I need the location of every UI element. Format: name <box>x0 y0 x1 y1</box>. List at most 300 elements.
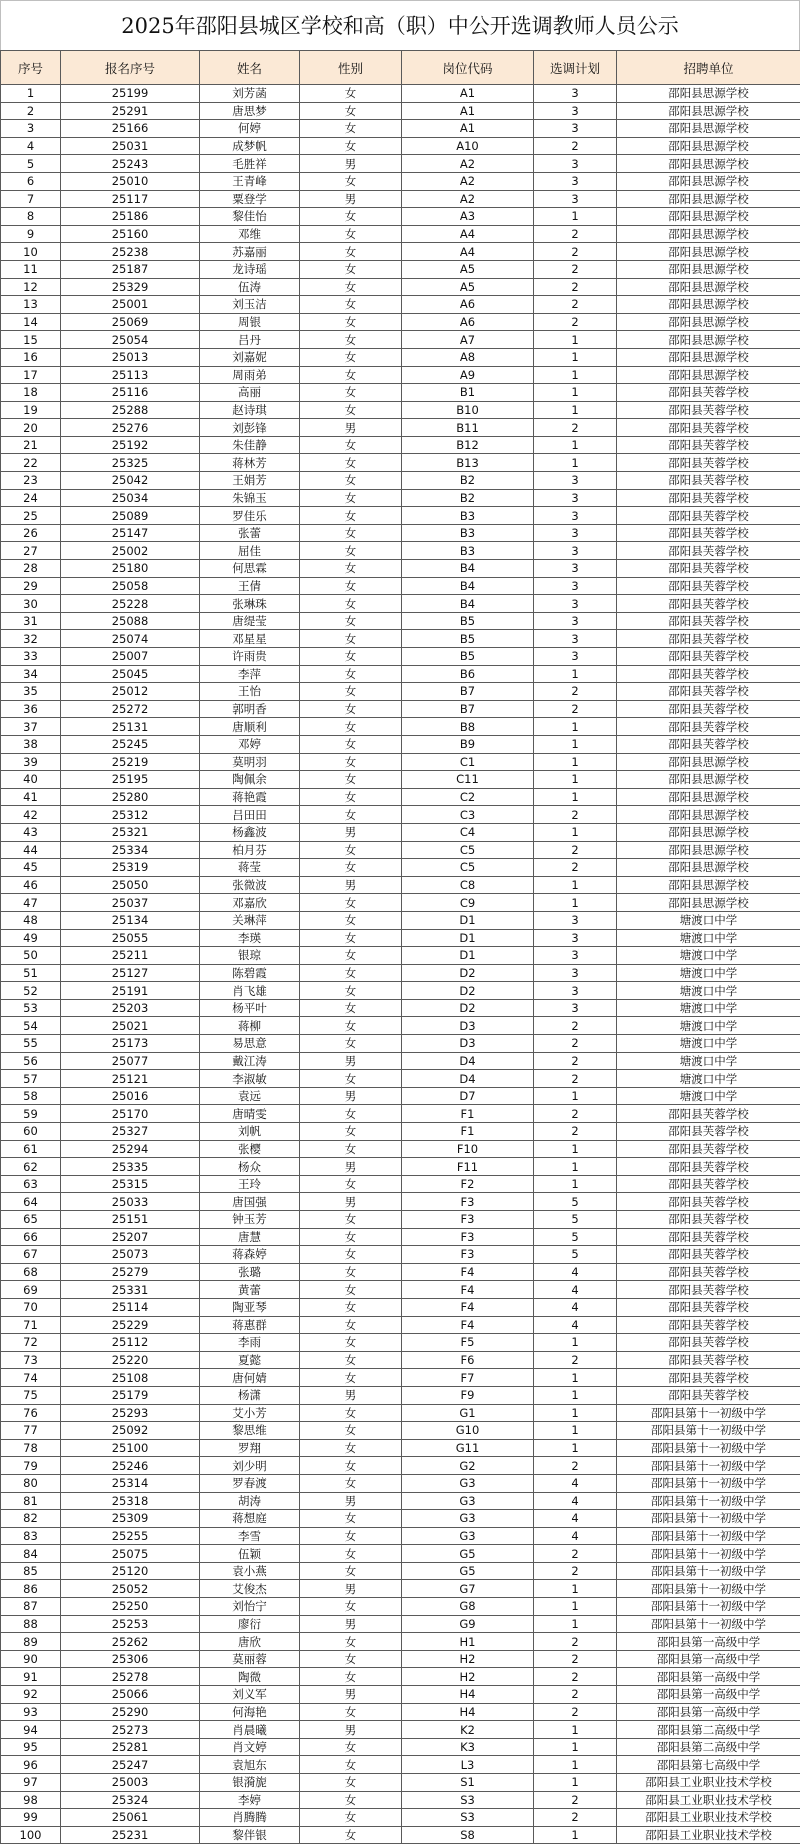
cell-reg-no: 25045 <box>61 665 200 683</box>
cell-reg-no: 25294 <box>61 1140 200 1158</box>
header-reg-no: 报名序号 <box>61 51 200 85</box>
cell-index: 80 <box>1 1474 61 1492</box>
cell-plan: 2 <box>534 1633 617 1651</box>
cell-gender: 女 <box>300 1422 402 1440</box>
cell-unit: 邵阳县第二高级中学 <box>617 1721 800 1739</box>
cell-gender: 女 <box>300 384 402 402</box>
cell-post-code: F1 <box>402 1123 534 1141</box>
cell-reg-no: 25315 <box>61 1175 200 1193</box>
cell-name: 毛胜祥 <box>200 155 300 173</box>
cell-plan: 3 <box>534 507 617 525</box>
cell-name: 刘嘉妮 <box>200 348 300 366</box>
table-row <box>1 243 800 261</box>
cell-gender: 女 <box>300 665 402 683</box>
cell-gender: 女 <box>300 85 402 103</box>
cell-reg-no: 25088 <box>61 612 200 630</box>
cell-name: 成梦帆 <box>200 137 300 155</box>
cell-reg-no: 25010 <box>61 172 200 190</box>
cell-post-code: C5 <box>402 859 534 877</box>
cell-name: 莫明羽 <box>200 753 300 771</box>
cell-plan: 1 <box>534 1369 617 1387</box>
table-row <box>1 771 800 789</box>
cell-post-code: B13 <box>402 454 534 472</box>
cell-name: 刘玉洁 <box>200 296 300 314</box>
cell-reg-no: 25199 <box>61 85 200 103</box>
cell-index: 15 <box>1 331 61 349</box>
cell-name: 周银 <box>200 313 300 331</box>
cell-gender: 男 <box>300 1193 402 1211</box>
cell-unit: 邵阳县思源学校 <box>617 876 800 894</box>
cell-unit: 邵阳县芙蓉学校 <box>617 1281 800 1299</box>
cell-name: 罗佳乐 <box>200 507 300 525</box>
cell-unit: 邵阳县芙蓉学校 <box>617 560 800 578</box>
cell-post-code: A2 <box>402 155 534 173</box>
cell-name: 柏月芬 <box>200 841 300 859</box>
cell-post-code: A10 <box>402 137 534 155</box>
cell-gender: 女 <box>300 331 402 349</box>
cell-index: 100 <box>1 1826 61 1844</box>
cell-plan: 2 <box>534 296 617 314</box>
cell-reg-no: 25042 <box>61 472 200 490</box>
cell-index: 81 <box>1 1492 61 1510</box>
table-row <box>1 1175 800 1193</box>
table-row <box>1 1281 800 1299</box>
cell-gender: 女 <box>300 612 402 630</box>
table-row <box>1 753 800 771</box>
cell-post-code: G3 <box>402 1510 534 1528</box>
cell-reg-no: 25243 <box>61 155 200 173</box>
cell-index: 47 <box>1 894 61 912</box>
cell-unit: 邵阳县思源学校 <box>617 208 800 226</box>
cell-unit: 塘渡口中学 <box>617 999 800 1017</box>
cell-reg-no: 25179 <box>61 1386 200 1404</box>
cell-index: 93 <box>1 1703 61 1721</box>
cell-gender: 女 <box>300 1668 402 1686</box>
cell-name: 刘芳菡 <box>200 85 300 103</box>
cell-plan: 2 <box>534 313 617 331</box>
cell-unit: 邵阳县工业职业技术学校 <box>617 1809 800 1827</box>
cell-gender: 女 <box>300 788 402 806</box>
cell-name: 陶佩余 <box>200 771 300 789</box>
table-row <box>1 1791 800 1809</box>
cell-plan: 3 <box>534 982 617 1000</box>
cell-gender: 男 <box>300 155 402 173</box>
cell-index: 54 <box>1 1017 61 1035</box>
cell-post-code: C3 <box>402 806 534 824</box>
cell-gender: 女 <box>300 1791 402 1809</box>
cell-reg-no: 25291 <box>61 102 200 120</box>
cell-gender: 女 <box>300 630 402 648</box>
cell-name: 张璐 <box>200 1263 300 1281</box>
table-row <box>1 1158 800 1176</box>
cell-plan: 3 <box>534 85 617 103</box>
cell-post-code: B6 <box>402 665 534 683</box>
cell-reg-no: 25066 <box>61 1686 200 1704</box>
cell-plan: 2 <box>534 243 617 261</box>
cell-reg-no: 25069 <box>61 313 200 331</box>
cell-plan: 2 <box>534 1545 617 1563</box>
cell-name: 夏懿 <box>200 1351 300 1369</box>
cell-index: 24 <box>1 489 61 507</box>
table-row <box>1 577 800 595</box>
cell-gender: 女 <box>300 1316 402 1334</box>
table-row <box>1 1615 800 1633</box>
cell-name: 刘少明 <box>200 1457 300 1475</box>
cell-gender: 女 <box>300 507 402 525</box>
cell-plan: 3 <box>534 577 617 595</box>
cell-unit: 邵阳县工业职业技术学校 <box>617 1774 800 1792</box>
cell-name: 唐思梦 <box>200 102 300 120</box>
cell-index: 76 <box>1 1404 61 1422</box>
cell-plan: 1 <box>534 1439 617 1457</box>
cell-unit: 邵阳县思源学校 <box>617 753 800 771</box>
cell-unit: 邵阳县芙蓉学校 <box>617 419 800 437</box>
cell-index: 74 <box>1 1369 61 1387</box>
cell-plan: 3 <box>534 630 617 648</box>
cell-index: 59 <box>1 1105 61 1123</box>
cell-post-code: H2 <box>402 1650 534 1668</box>
cell-name: 易思意 <box>200 1035 300 1053</box>
cell-name: 伍涛 <box>200 278 300 296</box>
table-row <box>1 1510 800 1528</box>
cell-post-code: F5 <box>402 1334 534 1352</box>
cell-plan: 1 <box>534 1087 617 1105</box>
cell-index: 20 <box>1 419 61 437</box>
table-row <box>1 1633 800 1651</box>
cell-index: 32 <box>1 630 61 648</box>
cell-name: 袁旭东 <box>200 1756 300 1774</box>
cell-unit: 塘渡口中学 <box>617 982 800 1000</box>
cell-reg-no: 25250 <box>61 1598 200 1616</box>
table-row <box>1 841 800 859</box>
cell-unit: 邵阳县第二高级中学 <box>617 1738 800 1756</box>
cell-index: 16 <box>1 348 61 366</box>
table-row <box>1 947 800 965</box>
cell-index: 79 <box>1 1457 61 1475</box>
cell-post-code: F10 <box>402 1140 534 1158</box>
cell-gender: 女 <box>300 313 402 331</box>
cell-plan: 1 <box>534 894 617 912</box>
cell-post-code: C8 <box>402 876 534 894</box>
table-row <box>1 806 800 824</box>
cell-post-code: S8 <box>402 1826 534 1844</box>
cell-reg-no: 25255 <box>61 1527 200 1545</box>
cell-plan: 3 <box>534 929 617 947</box>
cell-gender: 女 <box>300 1211 402 1229</box>
cell-reg-no: 25318 <box>61 1492 200 1510</box>
cell-name: 何婷 <box>200 120 300 138</box>
header-name: 姓名 <box>200 51 300 85</box>
cell-unit: 邵阳县芙蓉学校 <box>617 735 800 753</box>
cell-plan: 3 <box>534 120 617 138</box>
cell-index: 96 <box>1 1756 61 1774</box>
cell-plan: 1 <box>534 208 617 226</box>
cell-gender: 女 <box>300 472 402 490</box>
cell-gender: 女 <box>300 841 402 859</box>
cell-gender: 女 <box>300 577 402 595</box>
cell-post-code: C4 <box>402 823 534 841</box>
cell-gender: 女 <box>300 1105 402 1123</box>
cell-plan: 1 <box>534 1404 617 1422</box>
cell-plan: 2 <box>534 137 617 155</box>
cell-index: 13 <box>1 296 61 314</box>
cell-gender: 女 <box>300 1123 402 1141</box>
cell-reg-no: 25203 <box>61 999 200 1017</box>
cell-post-code: A7 <box>402 331 534 349</box>
cell-post-code: D1 <box>402 929 534 947</box>
cell-gender: 女 <box>300 1545 402 1563</box>
cell-index: 46 <box>1 876 61 894</box>
cell-plan: 2 <box>534 859 617 877</box>
cell-unit: 邵阳县第十一初级中学 <box>617 1562 800 1580</box>
header-index: 序号 <box>1 51 61 85</box>
cell-index: 89 <box>1 1633 61 1651</box>
cell-index: 3 <box>1 120 61 138</box>
cell-post-code: G5 <box>402 1562 534 1580</box>
cell-gender: 女 <box>300 648 402 666</box>
cell-reg-no: 25331 <box>61 1281 200 1299</box>
cell-plan: 3 <box>534 964 617 982</box>
table-row <box>1 208 800 226</box>
cell-index: 98 <box>1 1791 61 1809</box>
cell-plan: 1 <box>534 665 617 683</box>
cell-gender: 女 <box>300 859 402 877</box>
cell-plan: 5 <box>534 1211 617 1229</box>
cell-unit: 邵阳县思源学校 <box>617 313 800 331</box>
cell-index: 53 <box>1 999 61 1017</box>
cell-post-code: C9 <box>402 894 534 912</box>
table-row <box>1 1052 800 1070</box>
cell-gender: 女 <box>300 542 402 560</box>
cell-unit: 邵阳县第一高级中学 <box>617 1633 800 1651</box>
cell-index: 42 <box>1 806 61 824</box>
cell-index: 56 <box>1 1052 61 1070</box>
cell-reg-no: 25280 <box>61 788 200 806</box>
cell-name: 钟玉芳 <box>200 1211 300 1229</box>
cell-index: 91 <box>1 1668 61 1686</box>
cell-unit: 邵阳县第十一初级中学 <box>617 1457 800 1475</box>
cell-reg-no: 25116 <box>61 384 200 402</box>
cell-post-code: G5 <box>402 1545 534 1563</box>
cell-index: 72 <box>1 1334 61 1352</box>
table-row <box>1 1298 800 1316</box>
cell-gender: 女 <box>300 524 402 542</box>
cell-post-code: G1 <box>402 1404 534 1422</box>
cell-post-code: F3 <box>402 1228 534 1246</box>
cell-reg-no: 25127 <box>61 964 200 982</box>
cell-index: 21 <box>1 436 61 454</box>
header-unit: 招聘单位 <box>617 51 800 85</box>
cell-plan: 1 <box>534 1756 617 1774</box>
table-row <box>1 1668 800 1686</box>
cell-reg-no: 25187 <box>61 260 200 278</box>
cell-name: 何思霖 <box>200 560 300 578</box>
table-header-row <box>1 51 800 85</box>
table-row <box>1 982 800 1000</box>
cell-unit: 邵阳县思源学校 <box>617 841 800 859</box>
cell-reg-no: 25290 <box>61 1703 200 1721</box>
cell-unit: 邵阳县第七高级中学 <box>617 1756 800 1774</box>
table-row <box>1 1721 800 1739</box>
cell-index: 66 <box>1 1228 61 1246</box>
cell-gender: 男 <box>300 876 402 894</box>
cell-gender: 女 <box>300 806 402 824</box>
cell-gender: 女 <box>300 1774 402 1792</box>
cell-index: 68 <box>1 1263 61 1281</box>
cell-plan: 2 <box>534 278 617 296</box>
table-row <box>1 1334 800 1352</box>
cell-post-code: B8 <box>402 718 534 736</box>
table-row <box>1 876 800 894</box>
table-row <box>1 1087 800 1105</box>
cell-unit: 邵阳县芙蓉学校 <box>617 1369 800 1387</box>
cell-reg-no: 25170 <box>61 1105 200 1123</box>
cell-name: 银漪旎 <box>200 1774 300 1792</box>
cell-unit: 邵阳县芙蓉学校 <box>617 489 800 507</box>
cell-name: 王玲 <box>200 1175 300 1193</box>
cell-gender: 女 <box>300 982 402 1000</box>
cell-index: 10 <box>1 243 61 261</box>
cell-name: 杨鑫波 <box>200 823 300 841</box>
cell-unit: 邵阳县芙蓉学校 <box>617 1228 800 1246</box>
cell-unit: 邵阳县思源学校 <box>617 823 800 841</box>
cell-name: 郭明香 <box>200 700 300 718</box>
cell-name: 周雨弟 <box>200 366 300 384</box>
cell-unit: 邵阳县思源学校 <box>617 102 800 120</box>
cell-plan: 1 <box>534 1386 617 1404</box>
cell-reg-no: 25245 <box>61 735 200 753</box>
table-row <box>1 85 800 103</box>
table-row <box>1 524 800 542</box>
table-row <box>1 137 800 155</box>
cell-plan: 1 <box>534 331 617 349</box>
cell-reg-no: 25160 <box>61 225 200 243</box>
cell-gender: 女 <box>300 1633 402 1651</box>
cell-index: 28 <box>1 560 61 578</box>
cell-index: 38 <box>1 735 61 753</box>
table-row <box>1 859 800 877</box>
cell-name: 唐慧 <box>200 1228 300 1246</box>
table-row <box>1 507 800 525</box>
cell-reg-no: 25001 <box>61 296 200 314</box>
cell-name: 唐欣 <box>200 1633 300 1651</box>
cell-reg-no: 25061 <box>61 1809 200 1827</box>
cell-plan: 2 <box>534 1052 617 1070</box>
cell-unit: 塘渡口中学 <box>617 1087 800 1105</box>
cell-unit: 邵阳县芙蓉学校 <box>617 436 800 454</box>
cell-reg-no: 25192 <box>61 436 200 454</box>
cell-name: 王娟芳 <box>200 472 300 490</box>
cell-reg-no: 25238 <box>61 243 200 261</box>
cell-name: 袁远 <box>200 1087 300 1105</box>
cell-post-code: B4 <box>402 577 534 595</box>
cell-index: 55 <box>1 1035 61 1053</box>
personnel-table <box>0 50 800 1844</box>
cell-post-code: D2 <box>402 999 534 1017</box>
cell-post-code: A3 <box>402 208 534 226</box>
cell-name: 黎思维 <box>200 1422 300 1440</box>
cell-post-code: H4 <box>402 1703 534 1721</box>
cell-plan: 2 <box>534 225 617 243</box>
cell-unit: 邵阳县芙蓉学校 <box>617 1316 800 1334</box>
cell-unit: 邵阳县第一高级中学 <box>617 1650 800 1668</box>
cell-post-code: F4 <box>402 1263 534 1281</box>
cell-index: 18 <box>1 384 61 402</box>
cell-reg-no: 25073 <box>61 1246 200 1264</box>
cell-unit: 塘渡口中学 <box>617 1052 800 1070</box>
table-row <box>1 454 800 472</box>
table-row <box>1 1422 800 1440</box>
cell-index: 1 <box>1 85 61 103</box>
cell-index: 84 <box>1 1545 61 1563</box>
cell-gender: 男 <box>300 190 402 208</box>
cell-plan: 1 <box>534 718 617 736</box>
cell-unit: 邵阳县思源学校 <box>617 172 800 190</box>
cell-gender: 女 <box>300 1246 402 1264</box>
cell-gender: 女 <box>300 1298 402 1316</box>
cell-gender: 女 <box>300 999 402 1017</box>
cell-index: 29 <box>1 577 61 595</box>
cell-name: 何海艳 <box>200 1703 300 1721</box>
cell-gender: 女 <box>300 1457 402 1475</box>
cell-reg-no: 25231 <box>61 1826 200 1844</box>
cell-reg-no: 25077 <box>61 1052 200 1070</box>
cell-index: 44 <box>1 841 61 859</box>
cell-unit: 邵阳县第十一初级中学 <box>617 1404 800 1422</box>
cell-unit: 塘渡口中学 <box>617 964 800 982</box>
cell-reg-no: 25281 <box>61 1738 200 1756</box>
cell-gender: 男 <box>300 1686 402 1704</box>
cell-unit: 邵阳县芙蓉学校 <box>617 630 800 648</box>
table-row <box>1 1580 800 1598</box>
cell-unit: 邵阳县芙蓉学校 <box>617 542 800 560</box>
cell-post-code: B12 <box>402 436 534 454</box>
cell-plan: 1 <box>534 788 617 806</box>
cell-plan: 1 <box>534 348 617 366</box>
table-row <box>1 595 800 613</box>
cell-gender: 男 <box>300 1580 402 1598</box>
cell-name: 邓婷 <box>200 735 300 753</box>
cell-index: 61 <box>1 1140 61 1158</box>
cell-reg-no: 25253 <box>61 1615 200 1633</box>
cell-name: 蒋莹 <box>200 859 300 877</box>
cell-reg-no: 25247 <box>61 1756 200 1774</box>
cell-gender: 男 <box>300 823 402 841</box>
table-row <box>1 1105 800 1123</box>
cell-reg-no: 25134 <box>61 911 200 929</box>
cell-name: 蒋柳 <box>200 1017 300 1035</box>
cell-name: 黎伴银 <box>200 1826 300 1844</box>
table-row <box>1 1686 800 1704</box>
cell-reg-no: 25220 <box>61 1351 200 1369</box>
cell-gender: 男 <box>300 1386 402 1404</box>
cell-post-code: A6 <box>402 313 534 331</box>
cell-index: 5 <box>1 155 61 173</box>
cell-index: 69 <box>1 1281 61 1299</box>
cell-post-code: C5 <box>402 841 534 859</box>
table-row <box>1 1123 800 1141</box>
cell-gender: 女 <box>300 700 402 718</box>
cell-reg-no: 25262 <box>61 1633 200 1651</box>
cell-gender: 女 <box>300 1826 402 1844</box>
cell-unit: 邵阳县第十一初级中学 <box>617 1474 800 1492</box>
cell-post-code: B11 <box>402 419 534 437</box>
cell-gender: 女 <box>300 753 402 771</box>
cell-reg-no: 25219 <box>61 753 200 771</box>
cell-post-code: D1 <box>402 947 534 965</box>
cell-post-code: B5 <box>402 630 534 648</box>
cell-plan: 3 <box>534 524 617 542</box>
